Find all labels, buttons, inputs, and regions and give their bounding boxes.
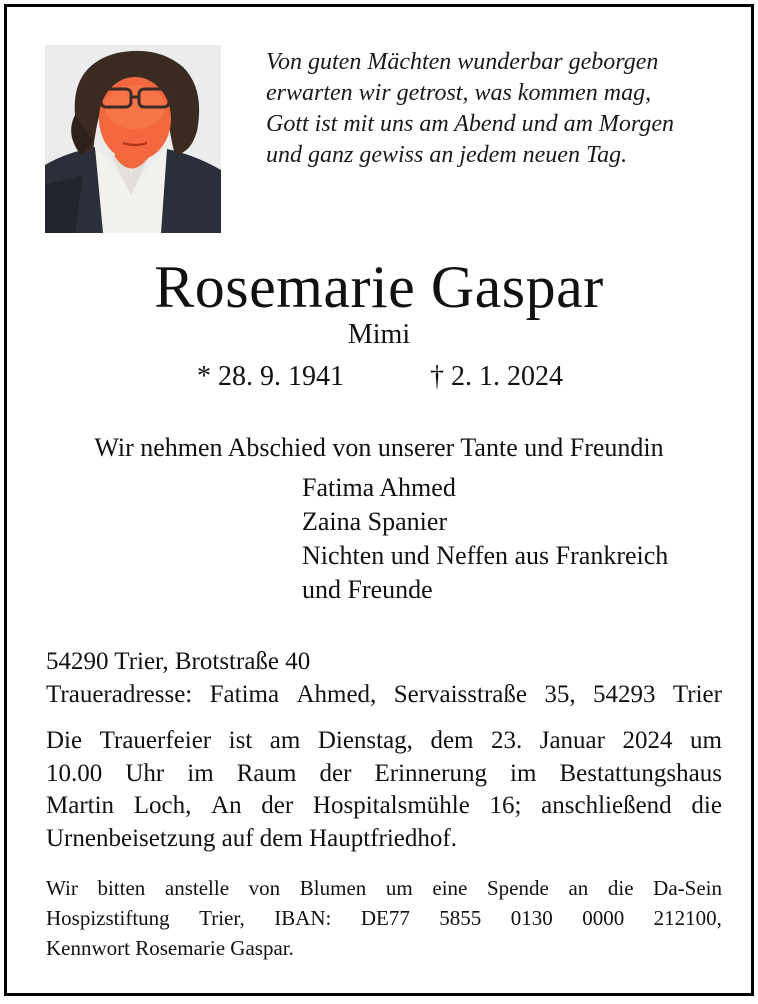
donation-word: an [568,876,589,900]
deceased-name: Rosemarie Gaspar [154,254,604,320]
service-word: Martin [46,792,115,819]
service-word: der [319,759,352,787]
service-line [46,758,722,791]
service-word: anschließend [541,792,672,819]
service-word: um [689,727,722,754]
residence-address: 54290 Trier, Brotstraße 40 [46,648,311,675]
service-word: Hospitalsmühle [312,792,470,819]
donation-word: eine [432,876,468,900]
farewell-statement: Wir nehmen Abschied von unserer Tante und Freundin [94,433,664,462]
service-line [46,790,722,823]
donation-word: von [248,876,281,900]
mourner-name: Nichten und Neffen aus Frankreich [302,541,669,570]
service-word: 16; [489,792,522,819]
verse-line: erwarten wir getrost, was kommen mag, [266,80,652,106]
donation-word: Kennwort Rosemarie Gaspar. [46,936,294,960]
service-word: 10.00 [46,759,103,787]
service-word: Raum [236,759,297,787]
verse-line: Gott ist mit uns am Abend und am Morgen [266,111,674,137]
donation-request [46,873,722,963]
funeral-service-info [46,725,722,855]
death-date: † 2. 1. 2024 [430,361,563,392]
address-word: Traueradresse: [46,681,193,708]
donation-word: anstelle [164,876,230,900]
address-word: Servaisstraße [393,681,527,708]
service-word: ist [228,727,253,754]
service-word: An [211,792,242,819]
address-word: 35, [544,681,576,708]
donation-line [46,933,722,963]
donation-word: um [385,876,413,900]
service-word: am [269,727,301,754]
donation-word: Hospizstiftung [46,906,170,930]
service-word: Erinnerung [374,759,487,787]
service-word: Trauerfeier [99,727,212,754]
donation-word: bitten [97,876,146,900]
address-word: 54293 [592,681,656,708]
portrait-photo [45,45,221,233]
service-word: 2024 [622,727,673,754]
verse-line: Von guten Mächten wunderbar geborgen [266,49,659,75]
donation-word: 212100, [653,906,722,930]
mourner-name: Fatima Ahmed [302,473,456,502]
service-word: 23. [490,727,523,754]
donation-word: Trier, [199,906,245,930]
mourners-list [302,471,668,607]
obituary-notice [4,4,754,996]
service-word: Dienstag, [317,727,413,754]
donation-word: die [607,876,634,900]
portrait-image [45,45,221,233]
donation-word: Wir [46,876,78,900]
address-block [46,645,722,711]
deceased-nickname: Mimi [347,319,411,350]
donation-word: IBAN: [274,906,332,930]
service-word: im [510,759,537,787]
mourner-name: Zaina Spanier [302,507,448,536]
donation-word: Da-Sein [653,876,722,900]
donation-word: 0000 [582,906,625,930]
address-word: Ahmed, [296,681,377,708]
service-word: dem [430,727,474,754]
service-word: im [187,759,214,787]
mourner-name: und Freunde [302,575,433,604]
service-word: die [691,792,722,819]
donation-line [46,873,722,903]
service-word: Januar [539,727,605,754]
birth-date: * 28. 9. 1941 [197,361,344,392]
service-word: der [261,792,294,819]
service-line [46,725,722,758]
donation-word: DE77 [360,906,410,930]
address-word: Trier [672,681,722,708]
service-word: Bestattungshaus [559,759,722,787]
mourning-address [46,678,722,711]
donation-word: Spende [486,876,549,900]
service-word: Loch, [133,792,192,819]
service-line [46,823,722,856]
donation-line [46,903,722,933]
service-word: Urnenbeisetzung auf dem Hauptfriedhof. [46,824,457,852]
verse-poem [266,47,736,171]
service-word: Die [46,727,83,754]
donation-word: Blumen [299,876,367,900]
verse-line: und ganz gewiss an jedem neuen Tag. [266,142,628,168]
donation-word: 5855 [439,906,482,930]
service-word: Uhr [125,759,165,787]
address-word: Fatima [209,681,280,708]
donation-word: 0130 [510,906,553,930]
